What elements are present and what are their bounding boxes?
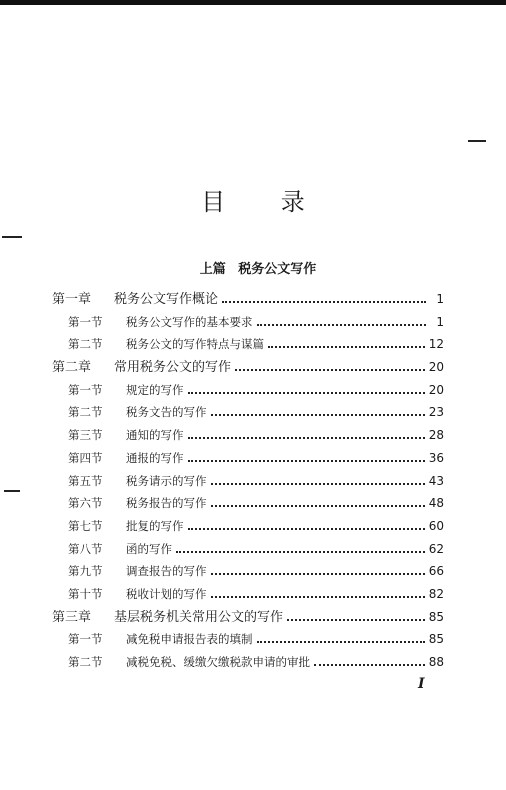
dot-leader [211,483,425,485]
toc-entry-page: 28 [428,428,444,443]
toc-entry-label: 通知的写作 [126,428,184,443]
toc-entry-label: 基层税务机关常用公文的写作 [114,609,284,625]
toc-entry-number: 第七节 [68,518,103,533]
dot-leader [222,301,426,303]
toc-chapter-entry[interactable] [52,606,444,629]
toc-entry-number: 第二节 [68,655,103,669]
toc-entry-number: 第三节 [68,428,103,443]
toc-entry-number: 第一节 [68,382,103,397]
toc-entry-page: 36 [428,450,444,465]
scan-mark-left-1 [2,236,22,238]
toc-section-entry[interactable] [52,401,444,424]
toc-section-entry[interactable] [52,311,444,334]
toc-entry-label: 税务报告的写作 [126,496,207,511]
toc-entry-page: 60 [428,518,444,533]
toc-chapter-entry[interactable] [52,356,444,379]
toc-entry-number: 第一节 [68,632,103,647]
toc-chapter-entry[interactable] [52,288,444,311]
toc-entry-number: 第十节 [68,586,103,601]
dot-leader [211,505,425,507]
toc-section-entry[interactable] [52,651,444,674]
page-folio: I [418,676,425,692]
toc-entry-page: 62 [428,541,444,556]
toc-entry-label: 税务公文写作概论 [114,292,219,307]
toc-entry-number: 第五节 [68,473,103,488]
toc-section-entry[interactable] [52,470,444,493]
toc-entry-page: 88 [428,655,444,669]
toc-section-entry[interactable] [52,379,444,402]
dot-leader [188,392,425,394]
toc-entry-label: 通报的写作 [126,450,184,465]
page-title: 目 录 [201,188,329,216]
toc-entry-label: 函的写作 [126,541,172,556]
toc-entry-page: 1 [436,314,444,329]
dot-leader [268,346,425,348]
toc-entry-label: 规定的写作 [126,382,184,397]
toc-entry-number: 第二章 [52,360,92,376]
toc-section-entry[interactable] [52,424,444,447]
toc-entry-number: 第一章 [52,292,92,307]
toc-section-entry[interactable] [52,447,444,470]
toc-entry-page: 48 [428,496,444,511]
toc-entry-label: 减税免税、缓缴欠缴税款申请的审批 [126,655,310,669]
toc-entry-page: 12 [428,337,444,352]
toc-entry-label: 减免税申请报告表的填制 [126,632,253,647]
dot-leader [176,551,425,553]
toc-entry-page: 85 [428,609,444,624]
dot-leader [188,437,425,439]
toc-entry-number: 第二节 [68,405,103,420]
toc-entry-page: 43 [428,473,444,488]
toc-entry-label: 调查报告的写作 [126,564,207,579]
dot-leader [211,414,425,416]
toc-section-entry[interactable] [52,333,444,356]
scan-mark-right [468,140,486,142]
toc-section-entry[interactable] [52,515,444,538]
toc-section-entry[interactable] [52,583,444,606]
dot-leader [235,369,425,371]
dot-leader [257,641,425,643]
part-title: 上篇 税务公文写作 [199,262,317,277]
dot-leader [257,324,427,326]
toc-entry-label: 税务公文写作的基本要求 [126,314,253,329]
toc-entry-number: 第九节 [68,564,103,579]
toc-entry-page: 82 [428,586,444,601]
dot-leader [211,573,425,575]
table-of-contents [52,288,444,674]
toc-entry-label: 税务公文的写作特点与谋篇 [126,337,264,352]
dot-leader [287,619,425,621]
toc-entry-page: 85 [428,632,444,647]
toc-entry-page: 1 [436,292,444,306]
toc-section-entry[interactable] [52,628,444,651]
toc-entry-number: 第二节 [68,337,103,352]
toc-entry-label: 常用税务公文的写作 [114,360,232,376]
toc-section-entry[interactable] [52,492,444,515]
toc-entry-number: 第四节 [68,450,103,465]
toc-entry-page: 66 [428,564,444,579]
toc-entry-label: 批复的写作 [126,518,184,533]
toc-entry-page: 23 [428,405,444,420]
dot-leader [314,664,425,666]
toc-entry-number: 第八节 [68,541,103,556]
toc-entry-page: 20 [428,382,444,397]
toc-entry-label: 税务请示的写作 [126,473,207,488]
toc-entry-page: 20 [428,360,444,375]
toc-entry-number: 第三章 [52,609,92,625]
toc-section-entry[interactable] [52,538,444,561]
toc-entry-number: 第六节 [68,496,103,511]
scan-mark-left-2 [4,490,20,492]
toc-section-entry[interactable] [52,560,444,583]
toc-entry-label: 税收计划的写作 [126,586,207,601]
dot-leader [211,596,425,598]
dot-leader [188,528,425,530]
toc-entry-number: 第一节 [68,314,103,329]
toc-entry-label: 税务文告的写作 [126,405,207,420]
scan-top-border [0,0,506,5]
dot-leader [188,460,425,462]
